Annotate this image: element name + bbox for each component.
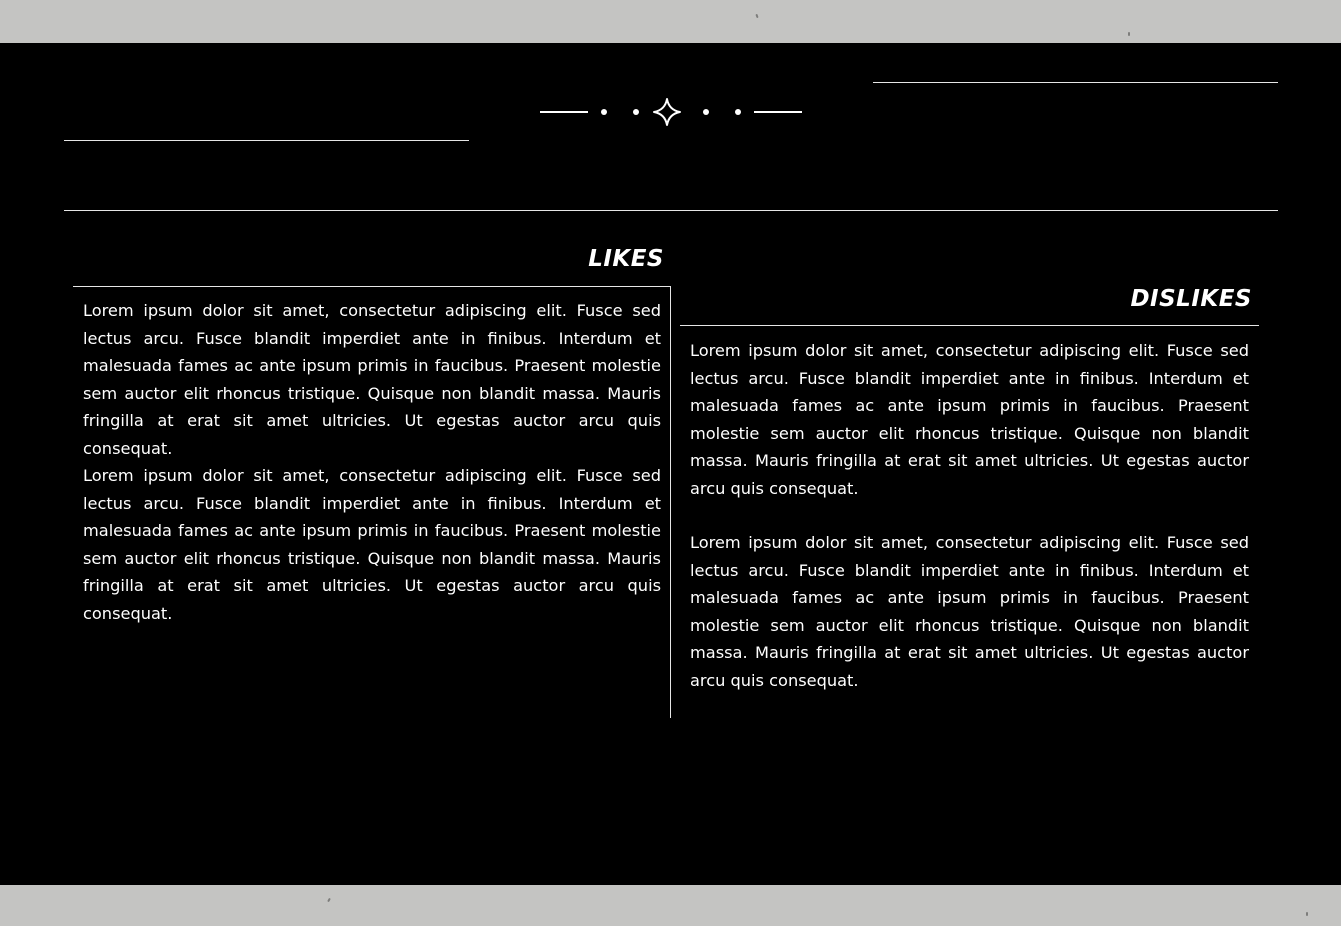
dislikes-title: DISLIKES — [1130, 286, 1252, 312]
dislikes-paragraph: Lorem ipsum dolor sit amet, consectetur adipiscing elit. Fusce sed lectus arcu. Fusce blandit imperdiet ante in finibus. Interdum et malesuada fames ac ante ipsum primis in faucibus. Praesent molestie sem auctor elit rhoncus tristique. Quisque non blandit massa. Mauris fringilla at erat sit amet ultricies. Ut egestas auctor arcu quis consequat. — [690, 341, 1249, 498]
dislikes-title-underline — [680, 325, 1259, 326]
ornament-dot — [633, 109, 639, 115]
ornament-dot — [703, 109, 709, 115]
column-divider — [670, 286, 671, 718]
paper-texture-speck — [1128, 32, 1130, 36]
paper-texture-speck — [1306, 912, 1308, 916]
dislikes-paragraph: Lorem ipsum dolor sit amet, consectetur adipiscing elit. Fusce sed lectus arcu. Fusce blandit imperdiet ante in finibus. Interdum et malesuada fames ac ante ipsum primis in faucibus. Praesent molestie sem auctor elit rhoncus tristique. Quisque non blandit massa. Mauris fringilla at erat sit amet ultricies. Ut egestas auctor arcu quis consequat. — [690, 533, 1249, 690]
paper-texture-speck — [327, 898, 331, 902]
ornament-dot — [601, 109, 607, 115]
likes-paragraph: Lorem ipsum dolor sit amet, consectetur adipiscing elit. Fusce sed lectus arcu. Fusce blandit imperdiet ante in finibus. Interdum et malesuada fames ac ante ipsum primis in faucibus. Praesent molestie sem auctor elit rhoncus tristique. Quisque non blandit massa. Mauris fringilla at erat sit amet ultricies. Ut egestas auctor arcu quis consequat. — [83, 466, 661, 623]
ornament-dot — [735, 109, 741, 115]
likes-paragraph: Lorem ipsum dolor sit amet, consectetur adipiscing elit. Fusce sed lectus arcu. Fusce blandit imperdiet ante in finibus. Interdum et malesuada fames ac ante ipsum primis in faucibus. Praesent molestie sem auctor elit rhoncus tristique. Quisque non blandit massa. Mauris fringilla at erat sit amet ultricies. Ut egestas auctor arcu quis consequat. — [83, 301, 661, 458]
likes-title: LIKES — [588, 246, 664, 272]
header-rule-top-right — [873, 82, 1278, 83]
header-divider — [64, 210, 1278, 211]
header-ornament — [538, 97, 804, 127]
paper-texture-speck — [755, 14, 758, 18]
header-rule-left — [64, 140, 469, 141]
content-panel — [0, 43, 1341, 885]
likes-title-underline — [73, 286, 671, 287]
four-point-star-icon — [654, 99, 680, 125]
